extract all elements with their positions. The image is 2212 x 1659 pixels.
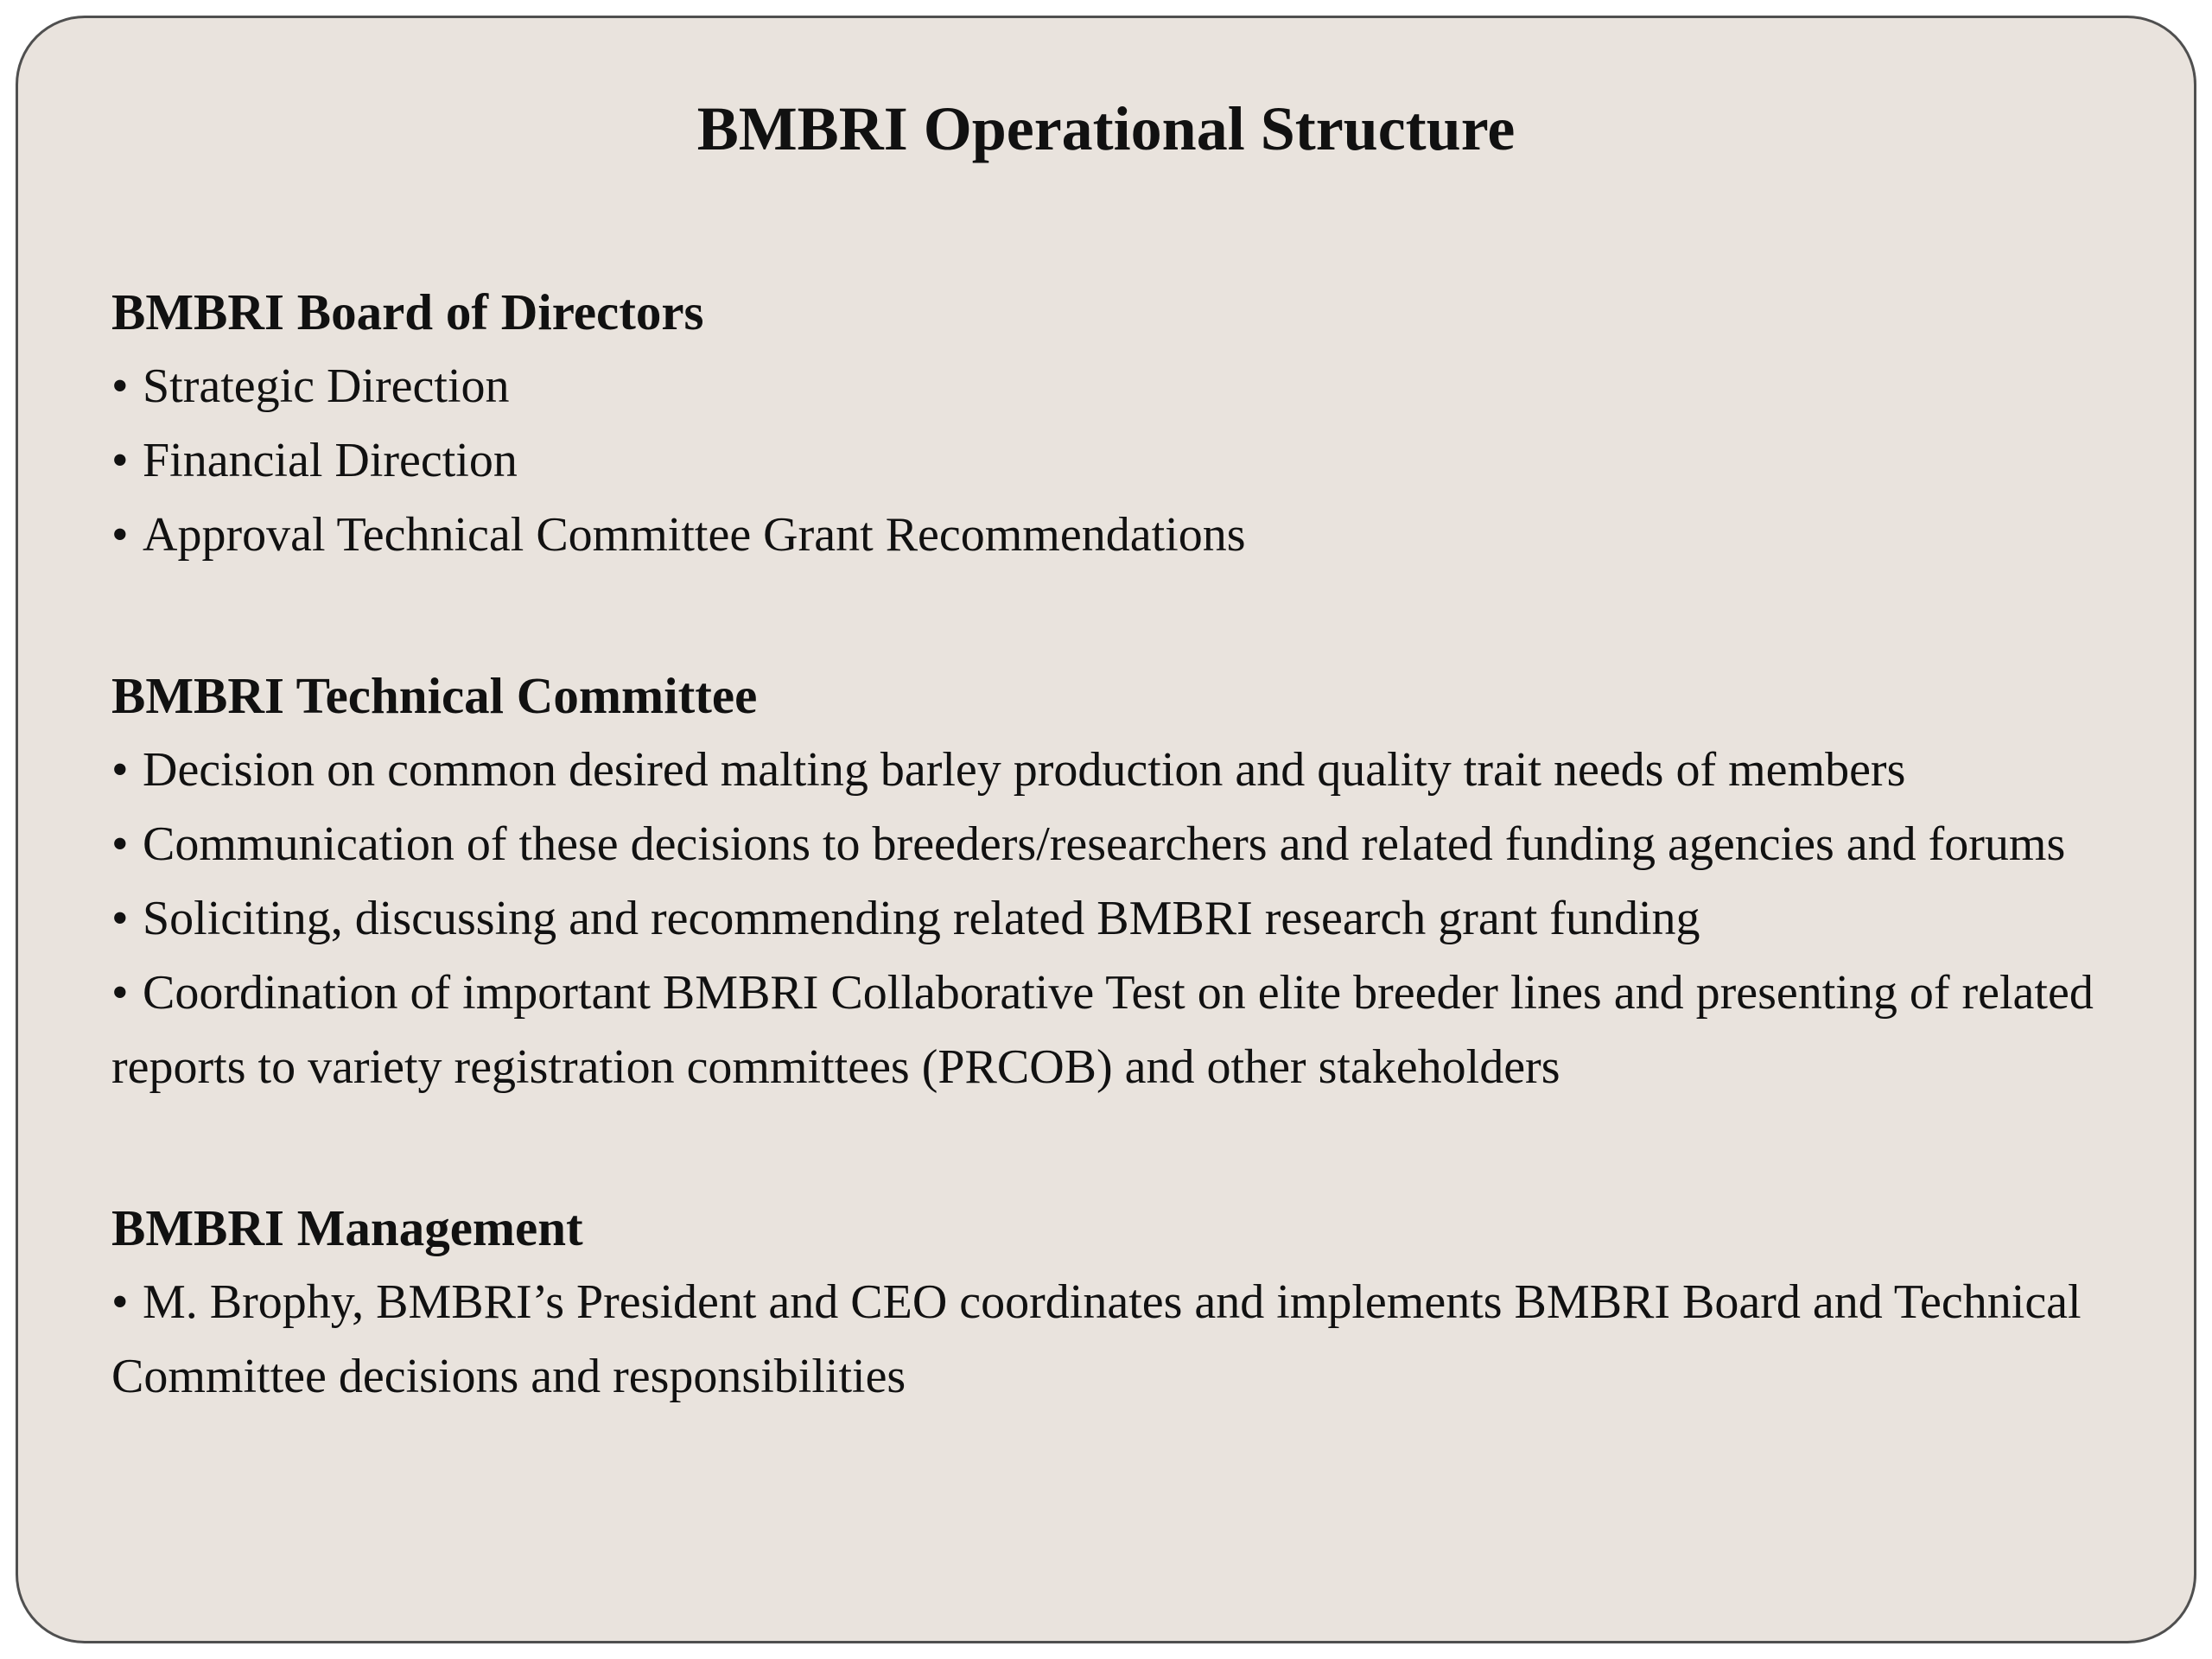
bullet-item [111, 498, 2133, 572]
bullet-item [111, 733, 2133, 807]
bullet-text: Soliciting, discussing and recommending related BMBRI research grant funding [143, 892, 1700, 945]
bullet-text: Strategic Direction [143, 359, 510, 413]
bullet-list [111, 1265, 2133, 1414]
slide-title: BMBRI Operational Structure [696, 94, 1516, 163]
bullet-item [111, 956, 2133, 1104]
bullet-icon: • [111, 966, 129, 1020]
slide-content [111, 275, 2133, 1414]
bullet-text: Financial Direction [143, 434, 518, 487]
bullet-icon: • [111, 817, 129, 871]
slide-panel [16, 16, 2196, 1643]
bullet-item [111, 423, 2133, 498]
bullet-icon: • [111, 359, 129, 413]
bullet-item [111, 1265, 2133, 1414]
section-heading: BMBRI Management [111, 1199, 583, 1256]
bullet-list [111, 349, 2133, 572]
bullet-text: Coordination of important BMBRI Collaborative Test on elite breeder lines and presenting of related reports to variety registration committees (PRCOB) and other stakeholders [111, 966, 2094, 1094]
bullet-item [111, 881, 2133, 956]
bullet-item [111, 349, 2133, 423]
bullet-icon: • [111, 892, 129, 945]
bullet-text: Decision on common desired malting barley production and quality trait needs of members [143, 743, 1906, 797]
bullet-icon: • [111, 508, 129, 562]
bullet-text: Communication of these decisions to breeders/researchers and related funding agencies and forums [143, 817, 2066, 871]
section-heading: BMBRI Board of Directors [111, 283, 704, 340]
section-heading: BMBRI Technical Committee [111, 667, 758, 724]
bullet-text: M. Brophy, BMBRI’s President and CEO coordinates and implements BMBRI Board and Technical Committee decisions and responsibilities [111, 1275, 2082, 1403]
bullet-text: Approval Technical Committee Grant Recommendations [143, 508, 1246, 562]
bullet-icon: • [111, 434, 129, 487]
bullet-list [111, 733, 2133, 1104]
bullet-icon: • [111, 1275, 129, 1329]
section-management [111, 1191, 2133, 1414]
section-technical-committee [111, 658, 2133, 1104]
section-board-of-directors [111, 275, 2133, 572]
bullet-icon: • [111, 743, 129, 797]
bullet-item [111, 807, 2133, 881]
